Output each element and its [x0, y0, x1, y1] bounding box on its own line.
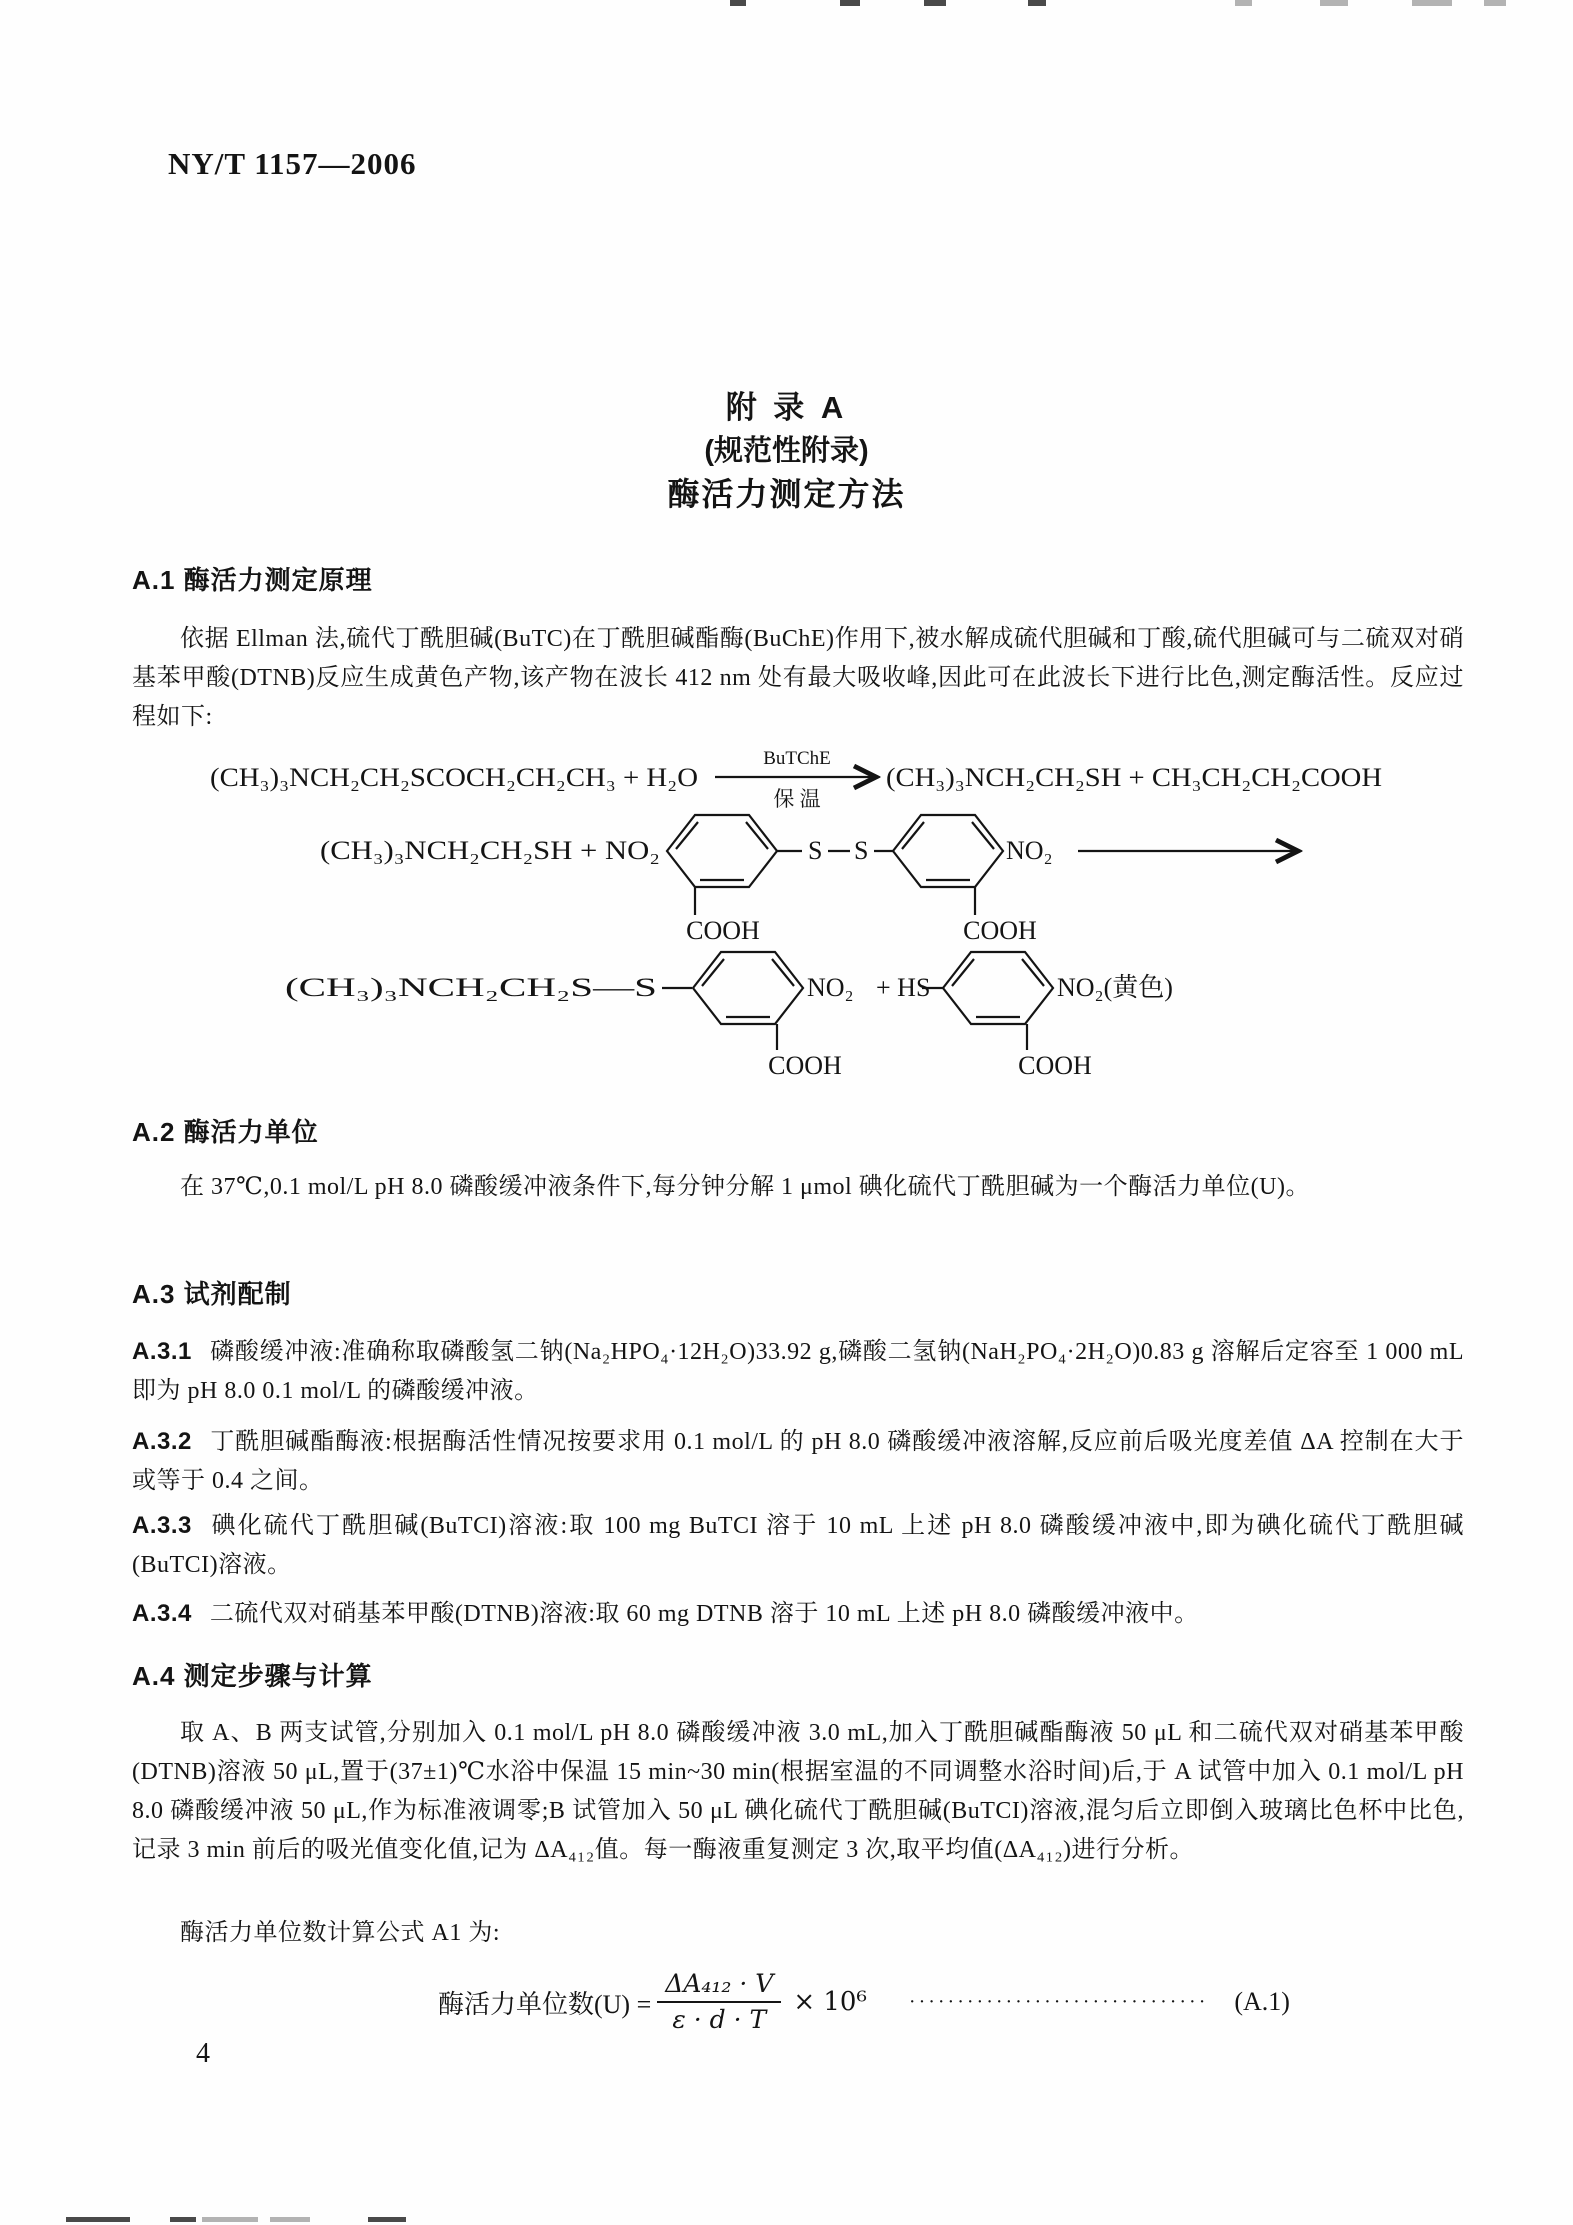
clause-label: A.3.1 — [132, 1338, 192, 1365]
benzene-ring — [693, 952, 803, 1024]
reaction3-nitro-yellow: NO₂(黄色) — [1057, 973, 1173, 1002]
scan-artifact-dash — [1320, 0, 1348, 6]
reaction3-carboxyl-left: COOH — [768, 1051, 842, 1080]
section-heading-a2: A.2 酶活力单位 — [132, 1117, 319, 1147]
formula-fraction — [657, 1967, 781, 2037]
clause-text: 碘化硫代丁酰胆碱(BuTCI)溶液:取 100 mg BuTCI 溶于 10 mL 上述 pH 8.0 磷酸缓冲液中,即为碘化硫代丁酰胆碱(BuTCI)溶液。 — [132, 1513, 1464, 1578]
scan-artifact-dash — [270, 2217, 310, 2222]
clause-a3-3 — [132, 1506, 1464, 1585]
benzene-ring — [943, 952, 1053, 1024]
section-paragraph-a1: 依据 Ellman 法,硫代丁酰胆碱(BuTC)在丁酰胆碱酯酶(BuChE)作用下,被水解成硫代胆碱和丁酸,硫代胆碱可与二硫双对硝基苯甲酸(DTNB)反应生成黄色产物,该产物在波长 412 nm 处有最大吸收峰,因此可在此波长下进行比色,测定酶活性。反应过程如下: — [132, 626, 1464, 730]
section-heading-a3: A.3 试剂配制 — [132, 1279, 292, 1309]
clause-text: 二硫代双对硝基苯甲酸(DTNB)溶液:取 60 mg DTNB 溶于 10 mL 上述 pH 8.0 磷酸缓冲液中。 — [209, 1601, 1199, 1627]
leader-dots: ······························· — [908, 1990, 1209, 2013]
clause-a3-4 — [132, 1594, 1464, 1634]
equation-number: (A.1) — [1234, 1987, 1290, 2016]
reaction1-condition-label: 保 温 — [773, 787, 821, 811]
formula-numerator: ΔA₄₁₂ · V — [665, 1969, 774, 1998]
scan-artifact-dash — [924, 0, 946, 6]
reaction3-mixed-disulfide: (CH₃)₃NCH₂CH₂S—S — [285, 973, 657, 1002]
section-heading-a4: A.4 测定步骤与计算 — [132, 1661, 373, 1691]
clause-text: 磷酸缓冲液:准确称取磷酸氢二钠(Na₂HPO₄·12H₂O)33.92 g,磷酸二氢钠(NaH₂PO₄·2H₂O)0.83 g 溶解后定容至 1 000 mL 即为 pH 8.0 0.1 mol/L 的磷酸缓冲液。 — [132, 1339, 1464, 1404]
scan-artifact-dash — [1484, 0, 1506, 6]
formula-lhs: 酶活力单位数(U) = — [438, 1989, 652, 2019]
disulfide-s2: S — [854, 836, 869, 865]
formula-multiplier: × 10⁶ — [793, 1987, 867, 2017]
reaction1-reactants: (CH₃)₃NCH₂CH₂SCOCH₂CH₂CH₃ + H₂O — [210, 763, 698, 792]
clause-label: A.3.3 — [132, 1512, 192, 1539]
reaction2-carboxyl-left: COOH — [686, 916, 760, 945]
reaction3-plus-thiol: + HS — [876, 973, 931, 1002]
scan-artifact-dash — [730, 0, 746, 6]
appendix-title-note: (规范性附录) — [704, 435, 869, 467]
scan-artifact-dash — [170, 2217, 196, 2222]
reaction1-products: (CH₃)₃NCH₂CH₂SH + CH₃CH₂CH₂COOH — [886, 763, 1383, 792]
scan-artifact-dash — [840, 0, 860, 6]
benzene-ring — [893, 815, 1003, 887]
reaction-scheme — [140, 742, 1490, 1092]
appendix-subtitle: 酶活力测定方法 — [667, 476, 906, 512]
scan-artifact-dash — [66, 2217, 130, 2222]
clause-a3-2 — [132, 1422, 1464, 1501]
benzene-ring — [667, 815, 777, 887]
section-paragraph-a4: 取 A、B 两支试管,分别加入 0.1 mol/L pH 8.0 磷酸缓冲液 3.0 mL,加入丁酰胆碱酯酶液 50 μL 和二硫代双对硝基苯甲酸(DTNB)溶液 50 μL,置于(37±1)℃水浴中保温 15 min~30 min(根据室温的不同调整水浴时间)后,于 A 试管中加入 0.1 mol/L pH 8.0 磷酸缓冲液 50 μL,作为标准液调零;B 试管加入 50 μL 碘化硫代丁酰胆碱(BuTCI)溶液,混匀后立即倒入玻璃比色杯中比色,记录 3 min 前后的吸光值变化值,记为 ΔA₄₁₂值。每一酶液重复测定 3 次,取平均值(ΔA₄₁₂)进行分析。 — [132, 1720, 1464, 1863]
disulfide-s1: S — [808, 836, 823, 865]
section-heading-a1: A.1 酶活力测定原理 — [132, 565, 373, 595]
page-number: 4 — [196, 2038, 210, 2069]
reaction2-nitro-right: NO₂ — [1006, 836, 1053, 865]
clause-a3-1 — [132, 1332, 1464, 1411]
scan-artifact-dash — [368, 2217, 406, 2222]
reaction2-carboxyl-right: COOH — [963, 916, 1037, 945]
reaction2-thiocholine: (CH₃)₃NCH₂CH₂SH + NO₂ — [320, 836, 660, 865]
clause-text: 丁酰胆碱酯酶液:根据酶活性情况按要求用 0.1 mol/L 的 pH 8.0 磷酸缓冲液溶解,反应前后吸光度差值 ΔA 控制在大于或等于 0.4 之间。 — [132, 1429, 1464, 1494]
clause-label: A.3.2 — [132, 1428, 192, 1455]
scan-artifact-dash — [202, 2217, 258, 2222]
scan-artifact-dash — [1235, 0, 1252, 6]
reaction3-carboxyl-right: COOH — [1018, 1051, 1092, 1080]
appendix-title: 附 录 A — [725, 390, 848, 425]
reaction1-enzyme-label: BuTChE — [763, 748, 831, 769]
reaction3-nitro-left: NO₂ — [807, 973, 854, 1002]
scan-artifact-dash — [1412, 0, 1452, 6]
scan-artifact-dash — [1028, 0, 1046, 6]
formula-intro: 酶活力单位数计算公式 A1 为: — [180, 1920, 500, 1946]
clause-label: A.3.4 — [132, 1600, 192, 1627]
formula-a1 — [438, 1960, 1498, 2044]
section-paragraph-a2: 在 37℃,0.1 mol/L pH 8.0 磷酸缓冲液条件下,每分钟分解 1 μmol 碘化硫代丁酰胆碱为一个酶活力单位(U)。 — [180, 1174, 1310, 1200]
standard-code: NY/T 1157—2006 — [168, 146, 417, 181]
formula-denominator: ε · d · T — [672, 2005, 767, 2034]
